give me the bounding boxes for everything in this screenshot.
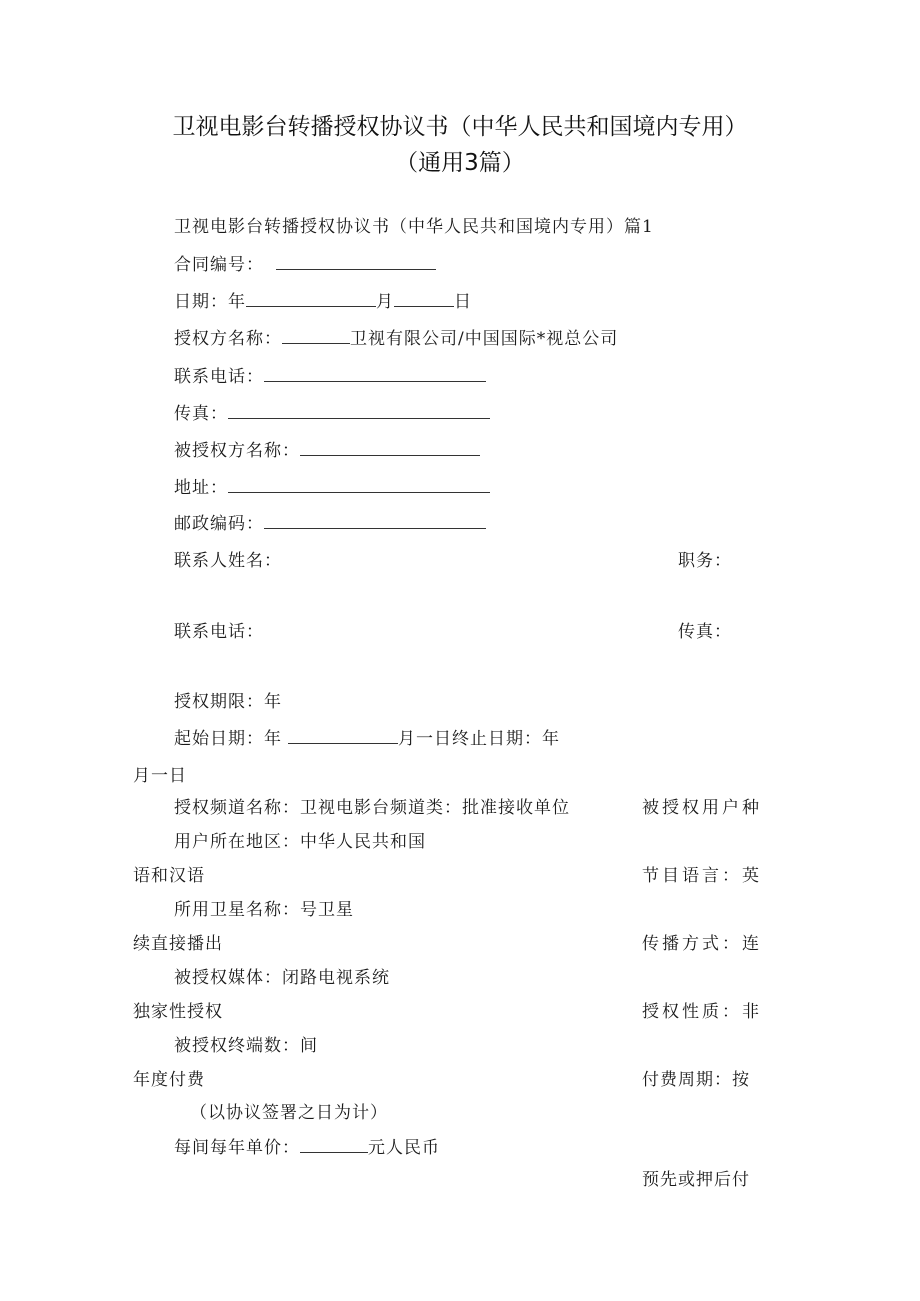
exclusive-cont: 独家性授权 [133,1002,223,1022]
start-date-rest: 月一日终止日期：年 [398,729,560,749]
program-lang-right: 节目语言：英 [642,866,762,886]
postcode-blank[interactable] [264,512,486,529]
user-type-right: 被授权用户种 [642,798,762,818]
grantee-label: 被授权方名称： [174,441,300,461]
address-label: 地址： [174,478,228,498]
broadcast-cont: 续直接播出 [133,934,223,954]
start-date-blank[interactable] [288,727,398,744]
address-row [174,473,490,498]
grantor-label: 授权方名称： [174,329,282,349]
grantor-blank[interactable] [282,327,350,344]
contract-number-blank[interactable] [276,253,436,270]
channel-line: 授权频道名称：卫视电影台频道类：批准接收单位 [174,798,570,818]
lang-cont: 语和汉语 [133,866,205,886]
address-blank[interactable] [228,476,490,493]
date-day-label: 日 [454,292,472,312]
prepay-right: 预先或押后付 [642,1170,750,1190]
fax-blank[interactable] [228,402,490,419]
region-line: 用户所在地区：中华人民共和国 [174,832,426,852]
broadcast-right: 传播方式：连 [642,934,762,954]
phone-row [174,362,486,387]
date-row [174,287,472,312]
position-label: 职务： [678,551,732,571]
document-title-line2: （通用3篇） [395,150,525,176]
document-title-line1: 卫视电影台转播授权协议书（中华人民共和国境内专用） [172,114,748,140]
fax-label: 传真： [174,404,228,424]
cycle-right: 付费周期：按 [642,1070,750,1090]
grantor-row [174,324,618,349]
contact-name-label: 联系人姓名： [174,551,282,571]
annual-cont: 年度付费 [133,1070,205,1090]
date-month-label: 月 [376,292,394,312]
date-year-blank[interactable] [246,290,376,307]
unit-price-blank[interactable] [300,1136,368,1153]
end-date-cont: 月一日 [133,766,187,786]
postcode-row [174,509,486,534]
contract-number-row [174,250,436,275]
start-date-row [174,724,560,749]
date-month-blank[interactable] [394,290,454,307]
from-signing-note: （以协议签署之日为计） [190,1103,388,1123]
satellite-line: 所用卫星名称：号卫星 [174,900,354,920]
unit-price-row [174,1133,440,1158]
postcode-label: 邮政编码： [174,514,264,534]
term-label: 授权期限：年 [174,692,282,712]
grantee-blank[interactable] [300,439,480,456]
phone-label: 联系电话： [174,367,264,387]
phone-blank[interactable] [264,365,486,382]
start-date-label: 起始日期：年 [174,729,282,749]
nature-right: 授权性质：非 [642,1002,762,1022]
section-heading: 卫视电影台转播授权协议书（中华人民共和国境内专用）篇1 [174,217,654,237]
unit-price-currency: 元人民币 [368,1138,440,1158]
contract-number-label: 合同编号： [174,255,264,275]
contact-phone-label: 联系电话： [174,622,264,642]
contact-fax-label: 传真： [678,622,732,642]
unit-price-label: 每间每年单价： [174,1138,300,1158]
date-year-label: 日期：年 [174,292,246,312]
terminals-line: 被授权终端数：间 [174,1036,318,1056]
fax-row [174,399,490,424]
media-line: 被授权媒体：闭路电视系统 [174,968,390,988]
grantor-value: 卫视有限公司/中国国际*视总公司 [350,329,619,349]
grantee-row [174,436,480,461]
